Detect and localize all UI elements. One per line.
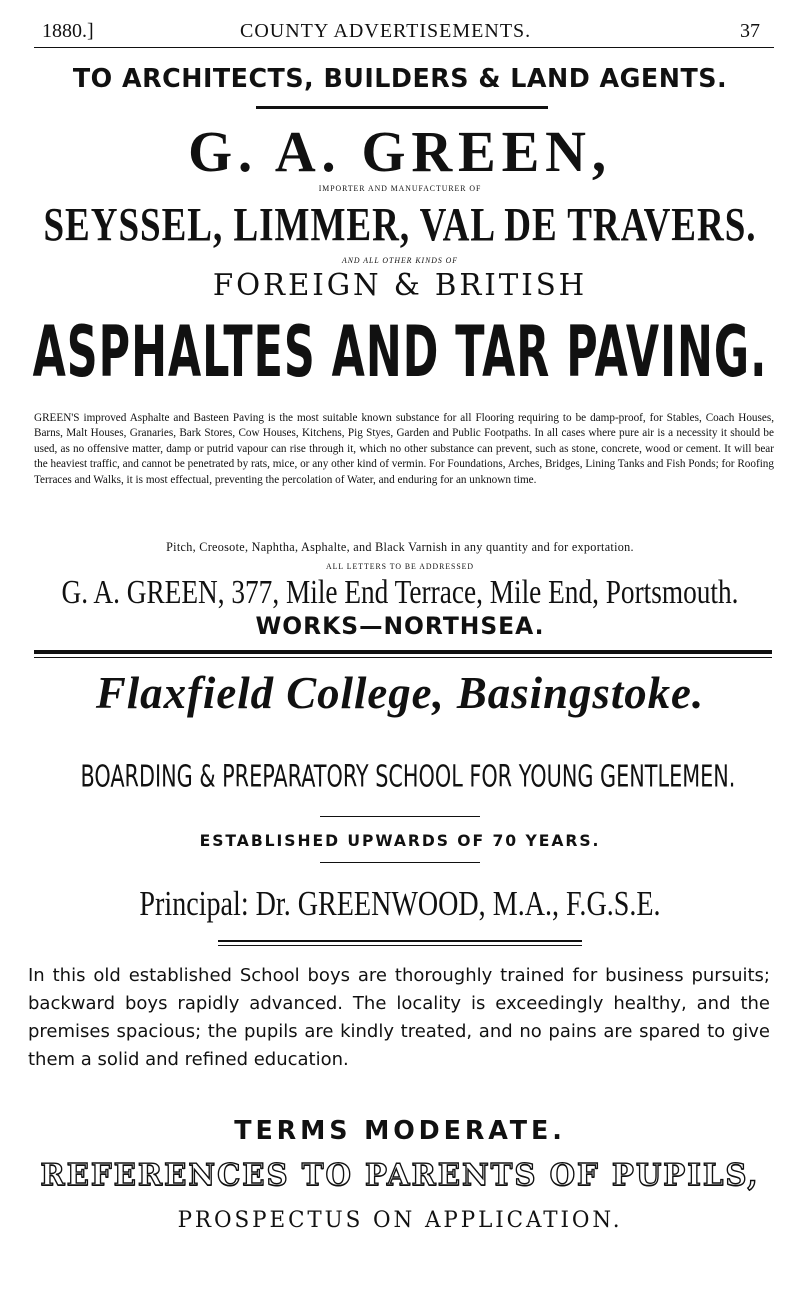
- college-rule-3a: [218, 940, 582, 942]
- header-rule: [34, 47, 774, 48]
- green-asphaltes: ASPHALTES AND TAR PAVING.: [32, 312, 768, 394]
- college-body-paragraph: In this old established School boys are thoroughly trained for business pursuits; backward boys rapidly advanced. The locality is exceedingly healthy, and the premises spacious; the pupils are kindly treated, and no pains are spared to give them a solid and refined education.: [28, 965, 770, 1070]
- college-body-text: [28, 962, 770, 1074]
- green-products: SEYSSEL, LIMMER, VAL DE TRAVERS.: [43, 199, 757, 252]
- college-references: REFERENCES TO PARENTS OF PUPILS,: [40, 1158, 760, 1193]
- college-established: ESTABLISHED UPWARDS OF 70 YEARS.: [199, 831, 601, 850]
- green-pitch-line: Pitch, Creosote, Naphtha, Asphalte, and Black Varnish in any quantity and for exportation.: [166, 540, 634, 554]
- green-headline: TO ARCHITECTS, BUILDERS & LAND AGENTS.: [72, 64, 728, 94]
- college-terms: TERMS MODERATE.: [234, 1116, 566, 1146]
- college-name: Flaxfield College, Basingstoke.: [95, 667, 705, 718]
- header-year: 1880.]: [42, 20, 94, 42]
- header-page-number: 37: [740, 20, 760, 42]
- green-works: WORKS—NORTHSEA.: [255, 612, 545, 640]
- college-rule-2: [320, 862, 480, 863]
- green-body-paragraph: GREEN'S improved Asphalte and Basteen Paving is the most suitable known substance for all Flooring requiring to be damp-proof, for Stables, Coach Houses, Barns, Malt Houses, Granaries, Bark Stores, Cow Houses, Kitchens, Pig Styes, Garden and Public Footpaths. In all cases where pure air is a necessity it should be used, as no offensive matter, damp or putrid vapour can rise through it, which no other substance can prevent, such as stone, concrete, wood or cement. It will bear the heaviest traffic, and cannot be penetrated by rats, mice, or any other kind of vermin. For Foundations, Arches, Bridges, Lining Tanks and Fish Ponds; for Roofing Terraces and Walks, it is most effectual, preventing the percolation of Water, and enduring for an unknown time.: [34, 412, 774, 486]
- college-rule-1: [320, 816, 480, 817]
- college-school-type: BOARDING & PREPARATORY SCHOOL FOR YOUNG GENTLEMEN.: [80, 760, 736, 795]
- ad-divider-thick: [34, 650, 772, 654]
- college-principal: Principal: Dr. GREENWOOD, M.A., F.G.S.E.: [139, 883, 661, 923]
- green-letters-line: ALL LETTERS TO BE ADDRESSED: [326, 562, 474, 571]
- college-rule-3b: [218, 945, 582, 946]
- header-title: COUNTY ADVERTISEMENTS.: [240, 20, 532, 42]
- green-foreign-british: FOREIGN & BRITISH: [212, 268, 588, 303]
- green-body-text: [34, 411, 774, 488]
- college-prospectus: PROSPECTUS ON APPLICATION.: [177, 1208, 623, 1233]
- green-importer-line: IMPORTER AND MANUFACTURER OF: [318, 184, 482, 193]
- green-headline-rule: [256, 106, 548, 109]
- green-name: G. A. GREEN,: [188, 119, 612, 184]
- ad-divider-thin: [34, 657, 772, 658]
- green-and-all-line: AND ALL OTHER KINDS OF: [341, 256, 459, 265]
- green-address: G. A. GREEN, 377, Mile End Terrace, Mile End, Portsmouth.: [61, 574, 739, 612]
